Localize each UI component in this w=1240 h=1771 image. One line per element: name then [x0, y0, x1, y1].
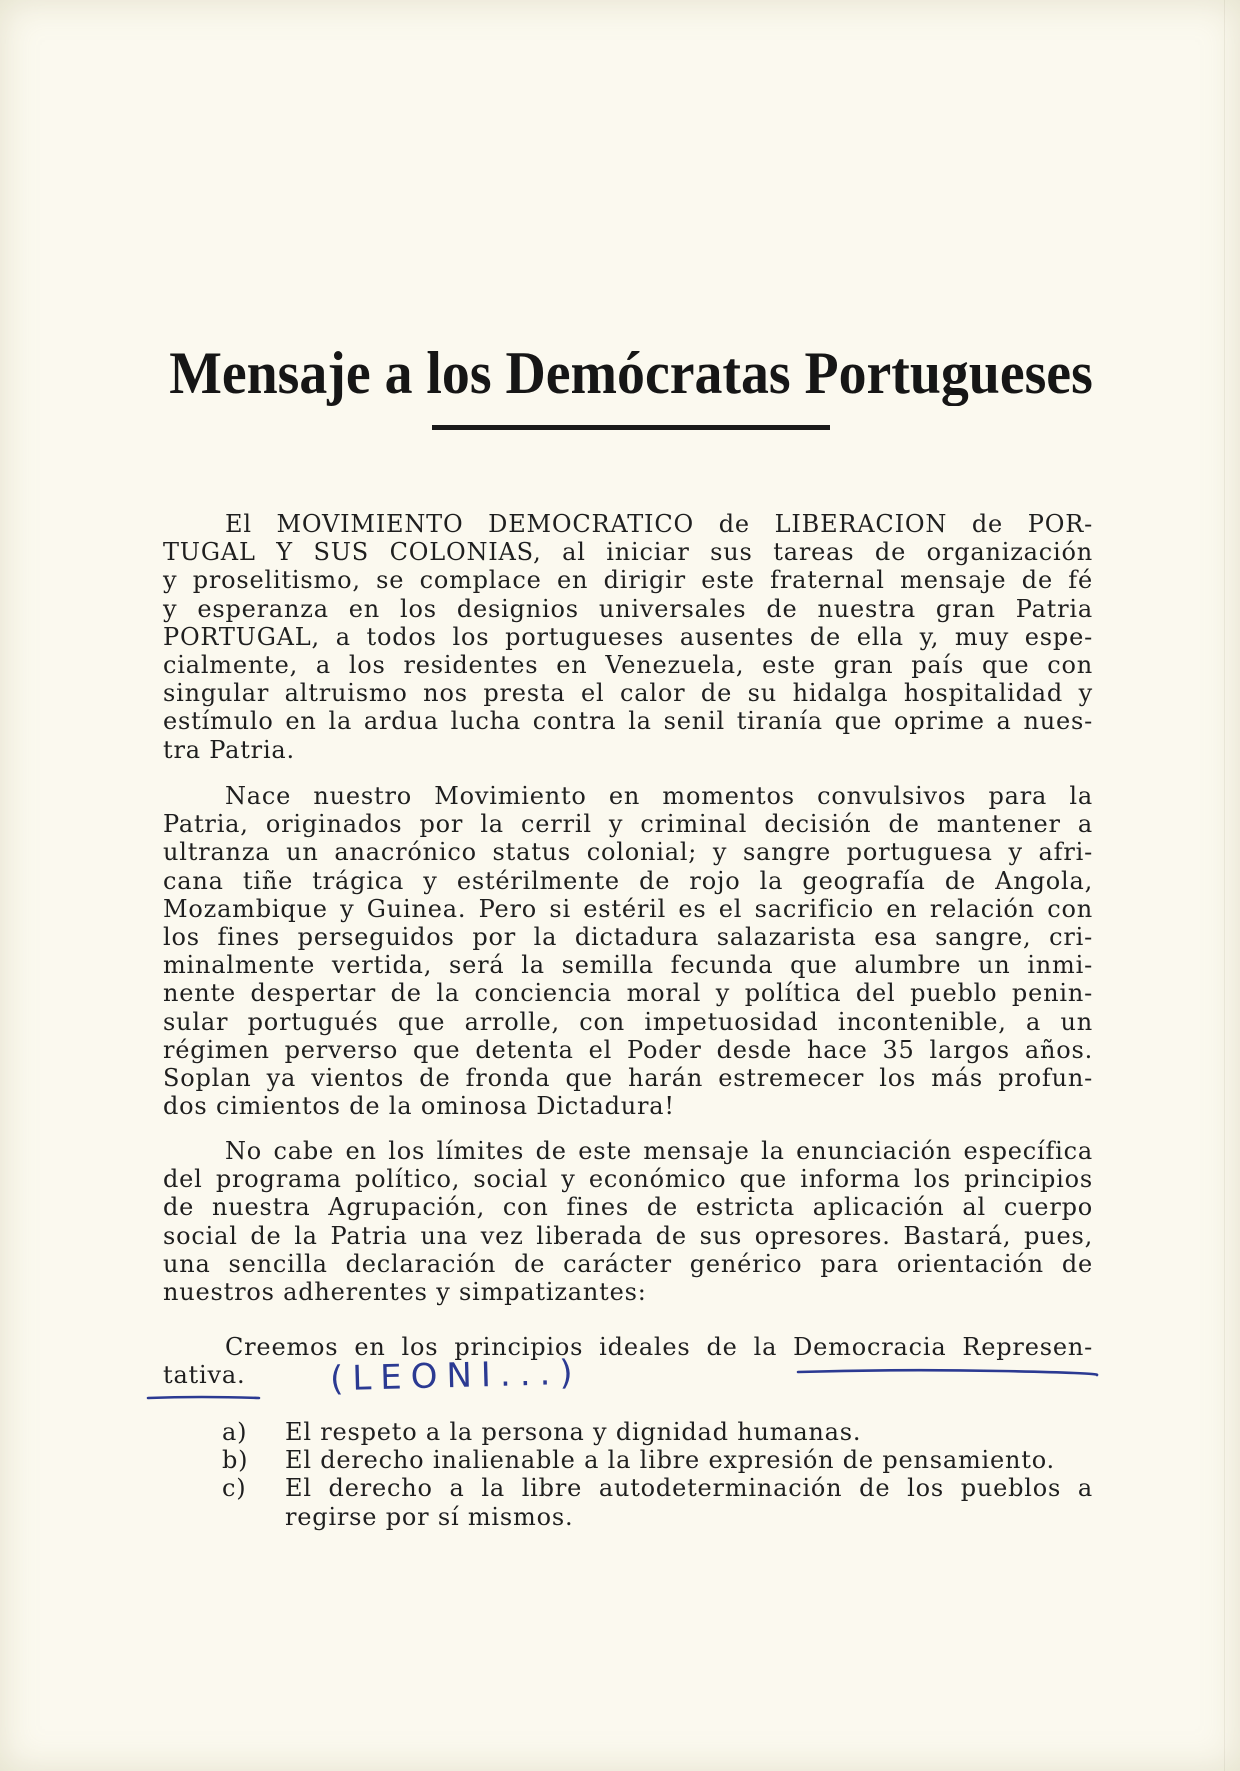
text-line: Soplan ya vientos de fronda que harán estremecer los más profun- — [163, 1063, 1093, 1092]
principles-list — [222, 1418, 1093, 1531]
text-line: nente despertar de la conciencia moral y política del pueblo penin- — [163, 979, 1093, 1008]
text-line: los fines perseguidos por la dictadura salazarista esa sangre, cri- — [163, 922, 1093, 951]
paper-fold-line — [1224, 0, 1225, 1771]
text-line: y esperanza en los designios universales de nuestra gran Patria — [163, 594, 1093, 623]
text-line: y proselitismo, se complace en dirigir este fraternal mensaje de fé — [163, 566, 1093, 595]
text-line: sular portugués que arrolle, con impetuosidad incontenible, a un — [163, 1007, 1093, 1036]
text-line: Patria, originados por la cerril y criminal decisión de mantener a — [163, 810, 1093, 839]
text-line: Nace nuestro Movimiento en momentos convulsivos para la — [225, 782, 1093, 810]
document-title: Mensaje a los Demócratas Portugueses — [169, 340, 1093, 406]
text-line: régimen perverso que detenta el Poder desde hace 35 largos años. — [163, 1035, 1093, 1064]
text-line: tativa. — [163, 1361, 246, 1390]
list-item — [222, 1474, 1093, 1530]
text-line: ultranza un anacrónico status colonial; y sangre portuguesa y afri- — [163, 838, 1093, 867]
list-item — [222, 1418, 1093, 1446]
text-line: singular altruismo nos presta el calor de su hidalga hospitalidad y — [163, 679, 1093, 708]
list-item-label: a) — [222, 1418, 248, 1446]
paragraph-intro — [163, 510, 1093, 764]
text-line: Creemos en los principios ideales de la Democracia Represen- — [225, 1333, 1093, 1361]
text-line: El MOVIMIENTO DEMOCRATICO de LIBERACION de POR- — [225, 510, 1093, 538]
list-item — [222, 1446, 1093, 1474]
list-item-text — [285, 1418, 1093, 1446]
text-line: No cabe en los límites de este mensaje la enunciación específica — [225, 1137, 1093, 1165]
text-line: social de la Patria una vez liberada de sus opresores. Bastará, pues, — [163, 1221, 1093, 1250]
text-line: estímulo en la ardua lucha contra la senil tiranía que oprime a nues- — [163, 707, 1093, 736]
handwritten-note: (LEONI...) — [329, 1352, 583, 1400]
list-item-label: b) — [222, 1446, 249, 1475]
text-line: una sencilla declaración de carácter genérico para orientación de — [163, 1249, 1093, 1278]
text-line: cialmente, a los residentes en Venezuela, este gran país que con — [163, 650, 1093, 679]
paragraph-program — [163, 1137, 1093, 1306]
text-line: Mozambique y Guinea. Pero si estéril es el sacrificio en relación con — [163, 894, 1093, 923]
paragraph-movement — [163, 782, 1093, 1120]
text-line: El derecho inalienable a la libre expresión de pensamiento. — [285, 1446, 1055, 1475]
list-item-text — [285, 1474, 1093, 1530]
text-line: nuestros adherentes y simpatizantes: — [163, 1277, 647, 1306]
ink-underline-tativa — [148, 1397, 259, 1398]
list-item-label: c) — [222, 1474, 247, 1503]
text-line: tra Patria. — [163, 735, 295, 764]
list-item-text — [285, 1446, 1093, 1474]
text-line: cana tiñe trágica y estérilmente de rojo la geografía de Angola, — [163, 866, 1093, 895]
text-line: El respeto a la persona y dignidad humanas. — [285, 1418, 862, 1446]
text-line: de nuestra Agrupación, con fines de estricta aplicación al cuerpo — [163, 1193, 1093, 1222]
text-line: TUGAL Y SUS COLONIAS, al iniciar sus tareas de organización — [163, 538, 1093, 567]
title-divider — [432, 425, 830, 430]
text-line: minalmente vertida, será la semilla fecunda que alumbre un inmi- — [163, 951, 1093, 980]
text-line: PORTUGAL, a todos los portugueses ausentes de ella y, muy espe- — [163, 622, 1093, 651]
text-line: del programa político, social y económico que informa los principios — [163, 1165, 1093, 1194]
text-line: El derecho a la libre autodeterminación de los pueblos a — [285, 1474, 1093, 1503]
paragraph-belief — [163, 1333, 1093, 1389]
text-line: regirse por sí mismos. — [285, 1502, 574, 1531]
text-line: dos cimientos de la ominosa Dictadura! — [163, 1092, 675, 1121]
